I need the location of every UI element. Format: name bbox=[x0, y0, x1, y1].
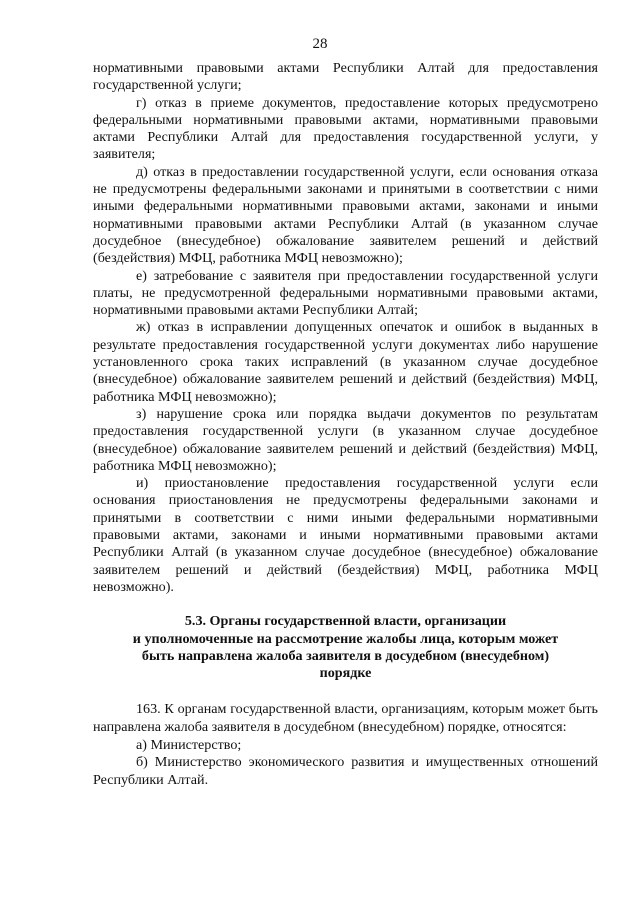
paragraph-zh: ж) отказ в исправлении допущенных опечаток и ошибок в выданных в результате предоставления государственной услуги документах либо нарушение установленного срока таких исправлений (в указанном случае досудебное (внесудебное) обжалование заявителем решений и действий (бездействия) МФЦ, работника МФЦ невозможно); bbox=[93, 319, 598, 405]
paragraph-163: 163. К органам государственной власти, организациям, которым может быть направлена жалоба заявителя в досудебном (внесудебном) порядке, относятся: bbox=[93, 701, 598, 735]
section-heading-line: порядке bbox=[319, 665, 372, 682]
section-spacer bbox=[93, 682, 598, 701]
section-heading-line: быть направлена жалоба заявителя в досудебном (внесудебном) bbox=[141, 647, 550, 664]
section-heading-line: и уполномоченные на рассмотрение жалобы лица, которым может bbox=[132, 630, 559, 647]
section-heading-line: 5.3. Органы государственной власти, организации bbox=[184, 613, 507, 630]
paragraph-e: е) затребование с заявителя при предоставлении государственной услуги платы, не предусмотренной федеральными нормативными правовыми актами, нормативными правовыми актами Республики Алтай; bbox=[93, 267, 598, 319]
paragraph-d: д) отказ в предоставлении государственной услуги, если основания отказа не предусмотрены федеральными законами и принятыми в соответствии с ними иными федеральными нормативными правовыми актами, законами и иными нормативными правовыми актами Республики Алтай (в указанном случае досудебное (внесудебное) обжалование заявителем решений и действий (бездействия) МФЦ, работника МФЦ невозможно); bbox=[93, 163, 598, 267]
document-body bbox=[93, 60, 598, 789]
paragraph-z: з) нарушение срока или порядка выдачи документов по результатам предоставления государственной услуги (в указанном случае досудебное (внесудебное) обжалование заявителем решений и действий (бездействия) МФЦ, работника МФЦ невозможно); bbox=[93, 405, 598, 474]
paragraph-g: г) отказ в приеме документов, предоставление которых предусмотрено федеральными нормативными правовыми актами, нормативными правовыми актами Республики Алтай для предоставления государственной услуги, у заявителя; bbox=[93, 94, 598, 163]
list-item-b: б) Министерство экономического развития и имущественных отношений Республики Алтай. bbox=[93, 754, 598, 788]
section-heading bbox=[93, 613, 598, 682]
paragraph-i: и) приостановление предоставления государственной услуги если основания приостановления не предусмотрены федеральными законами и принятыми в соответствии с ними иными федеральными нормативными правовыми актами, законами и иными нормативными правовыми актами Республики Алтай (в указанном случае досудебное (внесудебное) обжалование заявителем решений и действий (бездействия) МФЦ, работника МФЦ невозможно). bbox=[93, 475, 598, 595]
page-number: 28 bbox=[312, 36, 328, 52]
paragraph-continuation: нормативными правовыми актами Республики Алтай для предоставления государственной услуги; bbox=[93, 60, 598, 94]
list-item-a: а) Министерство; bbox=[136, 736, 242, 753]
